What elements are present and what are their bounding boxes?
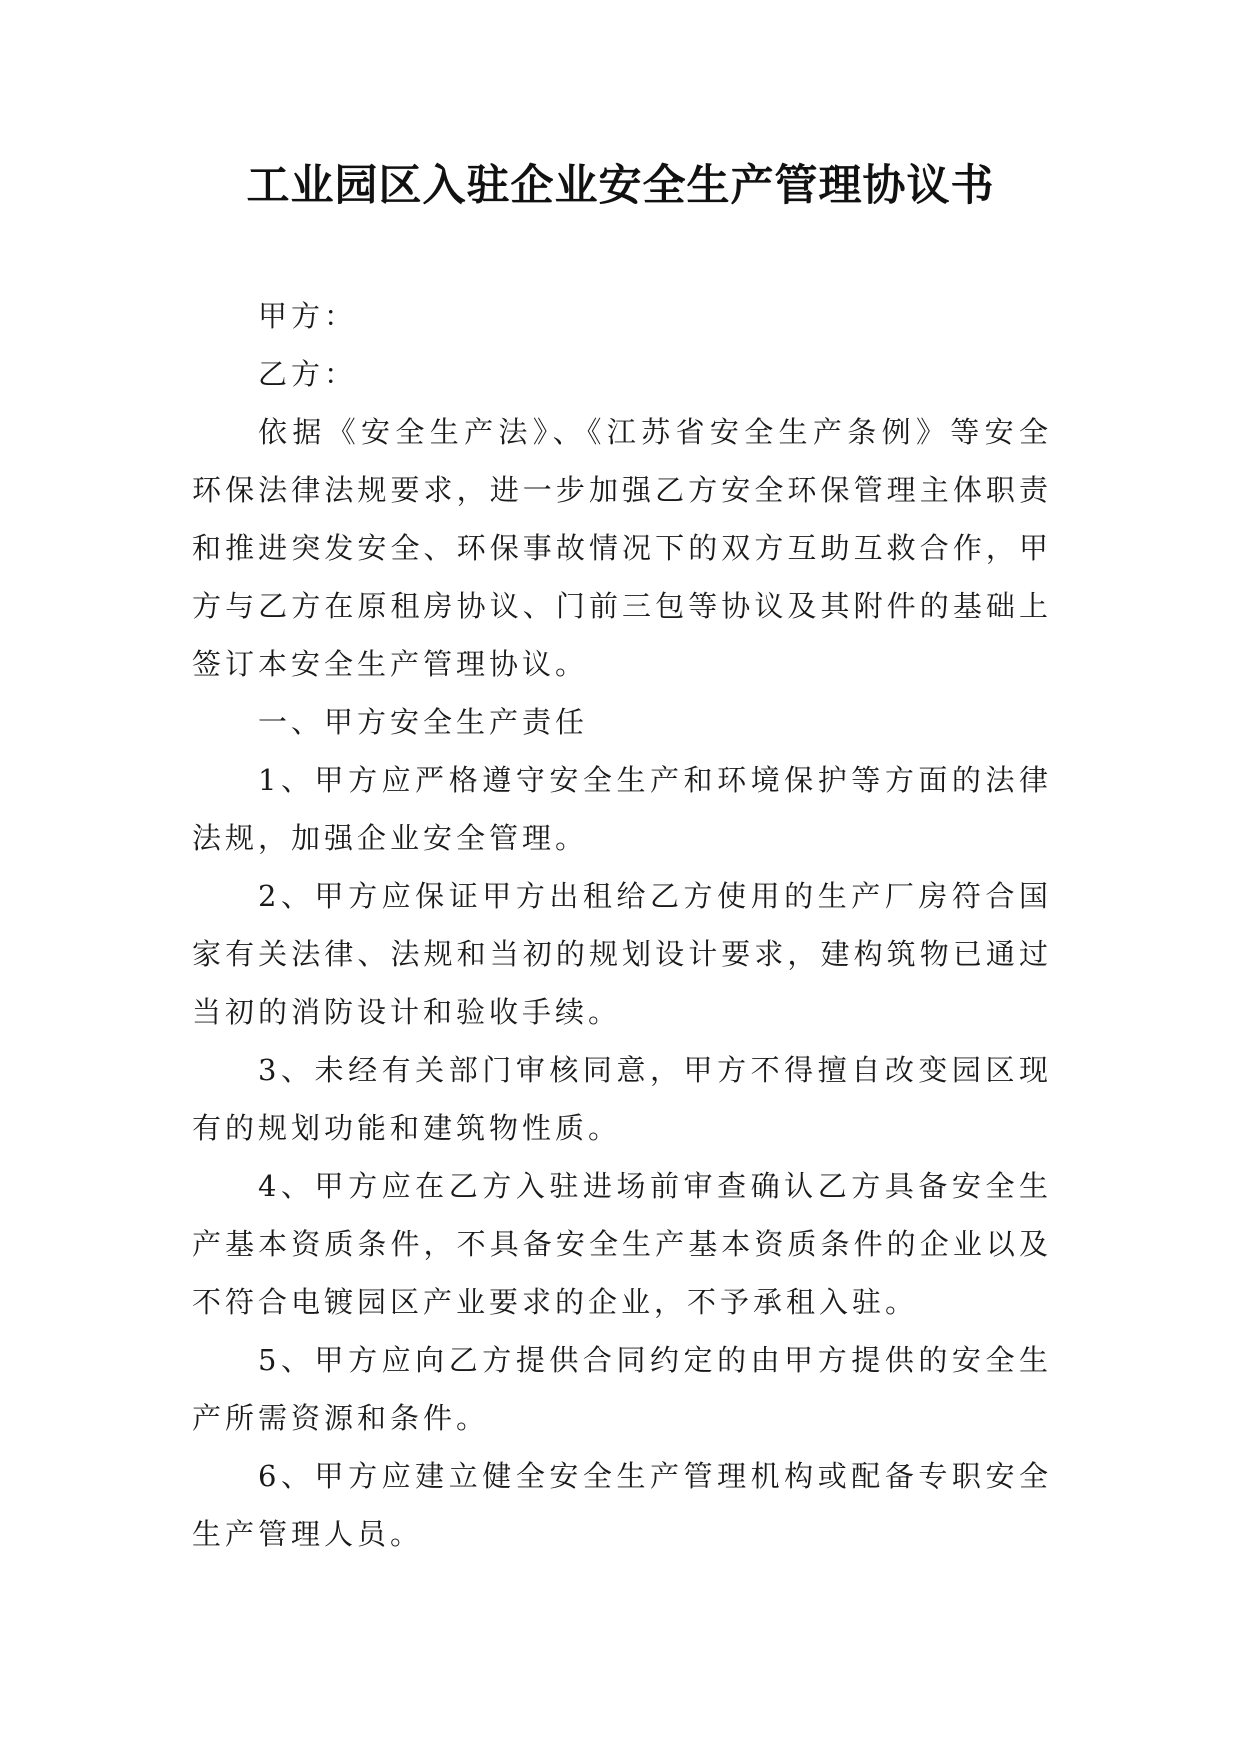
clause-4: 4、甲方应在乙方入驻进场前审查确认乙方具备安全生产基本资质条件，不具备安全生产基本资质条件的企业以及不符合电镀园区产业要求的企业，不予承租入驻。 <box>192 1169 1052 1319</box>
clause-2: 2、甲方应保证甲方出租给乙方使用的生产厂房符合国家有关法律、法规和当初的规划设计要求，建构筑物已通过当初的消防设计和验收手续。 <box>192 879 1052 1029</box>
clause-6: 6、甲方应建立健全安全生产管理机构或配备专职安全生产管理人员。 <box>192 1459 1052 1551</box>
document-title: 工业园区入驻企业安全生产管理协议书 <box>246 161 995 211</box>
clause-5: 5、甲方应向乙方提供合同约定的由甲方提供的安全生产所需资源和条件。 <box>192 1343 1052 1435</box>
party-b-line: 乙方： <box>258 357 358 391</box>
section-heading: 一、甲方安全生产责任 <box>258 705 589 739</box>
document-body <box>192 287 1052 1563</box>
preamble-paragraph: 依据《安全生产法》、《江苏省安全生产条例》等安全环保法律法规要求，进一步加强乙方安全环保管理主体职责和推进突发安全、环保事故情况下的双方互助互救合作，甲方与乙方在原租房协议、门前三包等协议及其附件的基础上签订本安全生产管理协议。 <box>192 415 1052 681</box>
party-a-line: 甲方： <box>258 299 358 333</box>
clause-3: 3、未经有关部门审核同意，甲方不得擅自改变园区现有的规划功能和建筑物性质。 <box>192 1053 1052 1145</box>
clause-1: 1、甲方应严格遵守安全生产和环境保护等方面的法律法规，加强企业安全管理。 <box>192 763 1052 855</box>
